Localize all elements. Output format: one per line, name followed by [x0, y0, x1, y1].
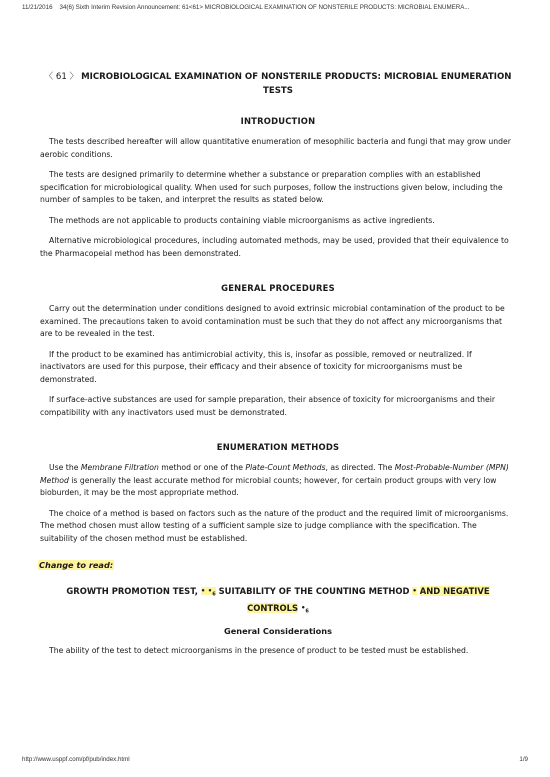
revision-mark-close: •6 [300, 604, 309, 615]
intro-paragraph-4: Alternative microbiological procedures, including automated methods, may be used, provided that their equivalence to the Pharmacopeial method has been demonstrated. [40, 236, 509, 258]
heading-enumeration-methods: ENUMERATION METHODS [216, 442, 340, 452]
link-mpn-method: Most-Probable-Number (MPN) Method [40, 463, 509, 485]
page-number: 1/9 [519, 756, 528, 763]
enumeration-paragraph-2: The choice of a method is based on factors such as the nature of the product and the required limit of microorganisms. The method chosen must allow testing of a sufficient sample size to judge compliance with the specification. The suitability of the chosen method must be established. [40, 508, 509, 543]
link-membrane-filtration: Membrane Filtration [80, 463, 159, 472]
subheading-general-considerations: General Considerations [223, 625, 333, 636]
inserted-text: AND NEGATIVE CONTROLS [247, 586, 490, 614]
document-body [40, 70, 516, 665]
revision-mark-insert: • [412, 587, 417, 595]
print-title: 34(6) Sixth Interim Revision Announcement: 61<61> MICROBIOLOGICAL EXAMINATION OF NONSTERILE PRODUCTS: MICROBIAL ENUMERA... [59, 4, 470, 11]
chapter-number: 〈 61 〉 [44, 72, 79, 82]
document-title [40, 70, 516, 98]
enumeration-paragraph-1: Use the Membrane Filtration method or one of the Plate-Count Methods, as directed. The Most-Probable-Number (MPN) Method is generally the least accurate method for microbial counts; however, for certain product groups with very low bioburden, it may be the most appropriate method. [40, 463, 509, 497]
heading-introduction: INTRODUCTION [240, 116, 316, 126]
footer-url: http://www.usppf.com/pf/pub/index.html [22, 756, 130, 763]
intro-paragraph-1: The tests described hereafter will allow quantitative enumeration of mesophilic bacteria and fungi that may grow under aerobic conditions. [40, 137, 511, 159]
intro-paragraph-3: The methods are not applicable to products containing viable microorganisms as active ingredients. [49, 215, 435, 225]
print-footer [22, 756, 528, 763]
print-header [22, 4, 536, 11]
link-plate-count-methods: Plate-Count Methods [245, 463, 326, 472]
general-paragraph-3: If surface-active substances are used for sample preparation, their absence of toxicity for microorganisms and their compatibility with any inactivators used must be demonstrated. [40, 395, 496, 417]
general-considerations-paragraph: The ability of the test to detect microorganisms in the presence of product to be tested must be established. [49, 645, 469, 655]
print-date: 11/21/2016 [22, 4, 53, 11]
intro-paragraph-2: The tests are designed primarily to determine whether a substance or preparation complies with an established specification for microbiological quality. When used for such purposes, follow the instructions given below, including the number of samples to be taken, and interpret the results as stated below. [40, 170, 503, 204]
change-to-read-label: Change to read: [39, 560, 114, 570]
heading-general-procedures: GENERAL PROCEDURES [221, 283, 335, 293]
general-paragraph-1: Carry out the determination under conditions designed to avoid extrinsic microbial contamination of the product to be examined. The precautions taken to avoid contamination must be such that they do not affect any microorganisms that are to be revealed in the test. [40, 304, 505, 338]
revision-mark-open: • •6 [200, 587, 216, 598]
general-paragraph-2: If the product to be examined has antimicrobial activity, this is, insofar as possible, removed or neutralized. If inactivators are used for this purpose, their efficacy and their absence of toxicity for microorganisms must be demonstrated. [40, 349, 472, 384]
chapter-title: MICROBIOLOGICAL EXAMINATION OF NONSTERILE PRODUCTS: MICROBIAL ENUMERATION TESTS [81, 72, 512, 96]
growth-promotion-title: GROWTH PROMOTION TEST, $^{• •_6}$ SUITABILITY OF THE COUNTING METHOD • AND NEGATIVE CONTROLS $^{•_6}$ [66, 586, 490, 615]
